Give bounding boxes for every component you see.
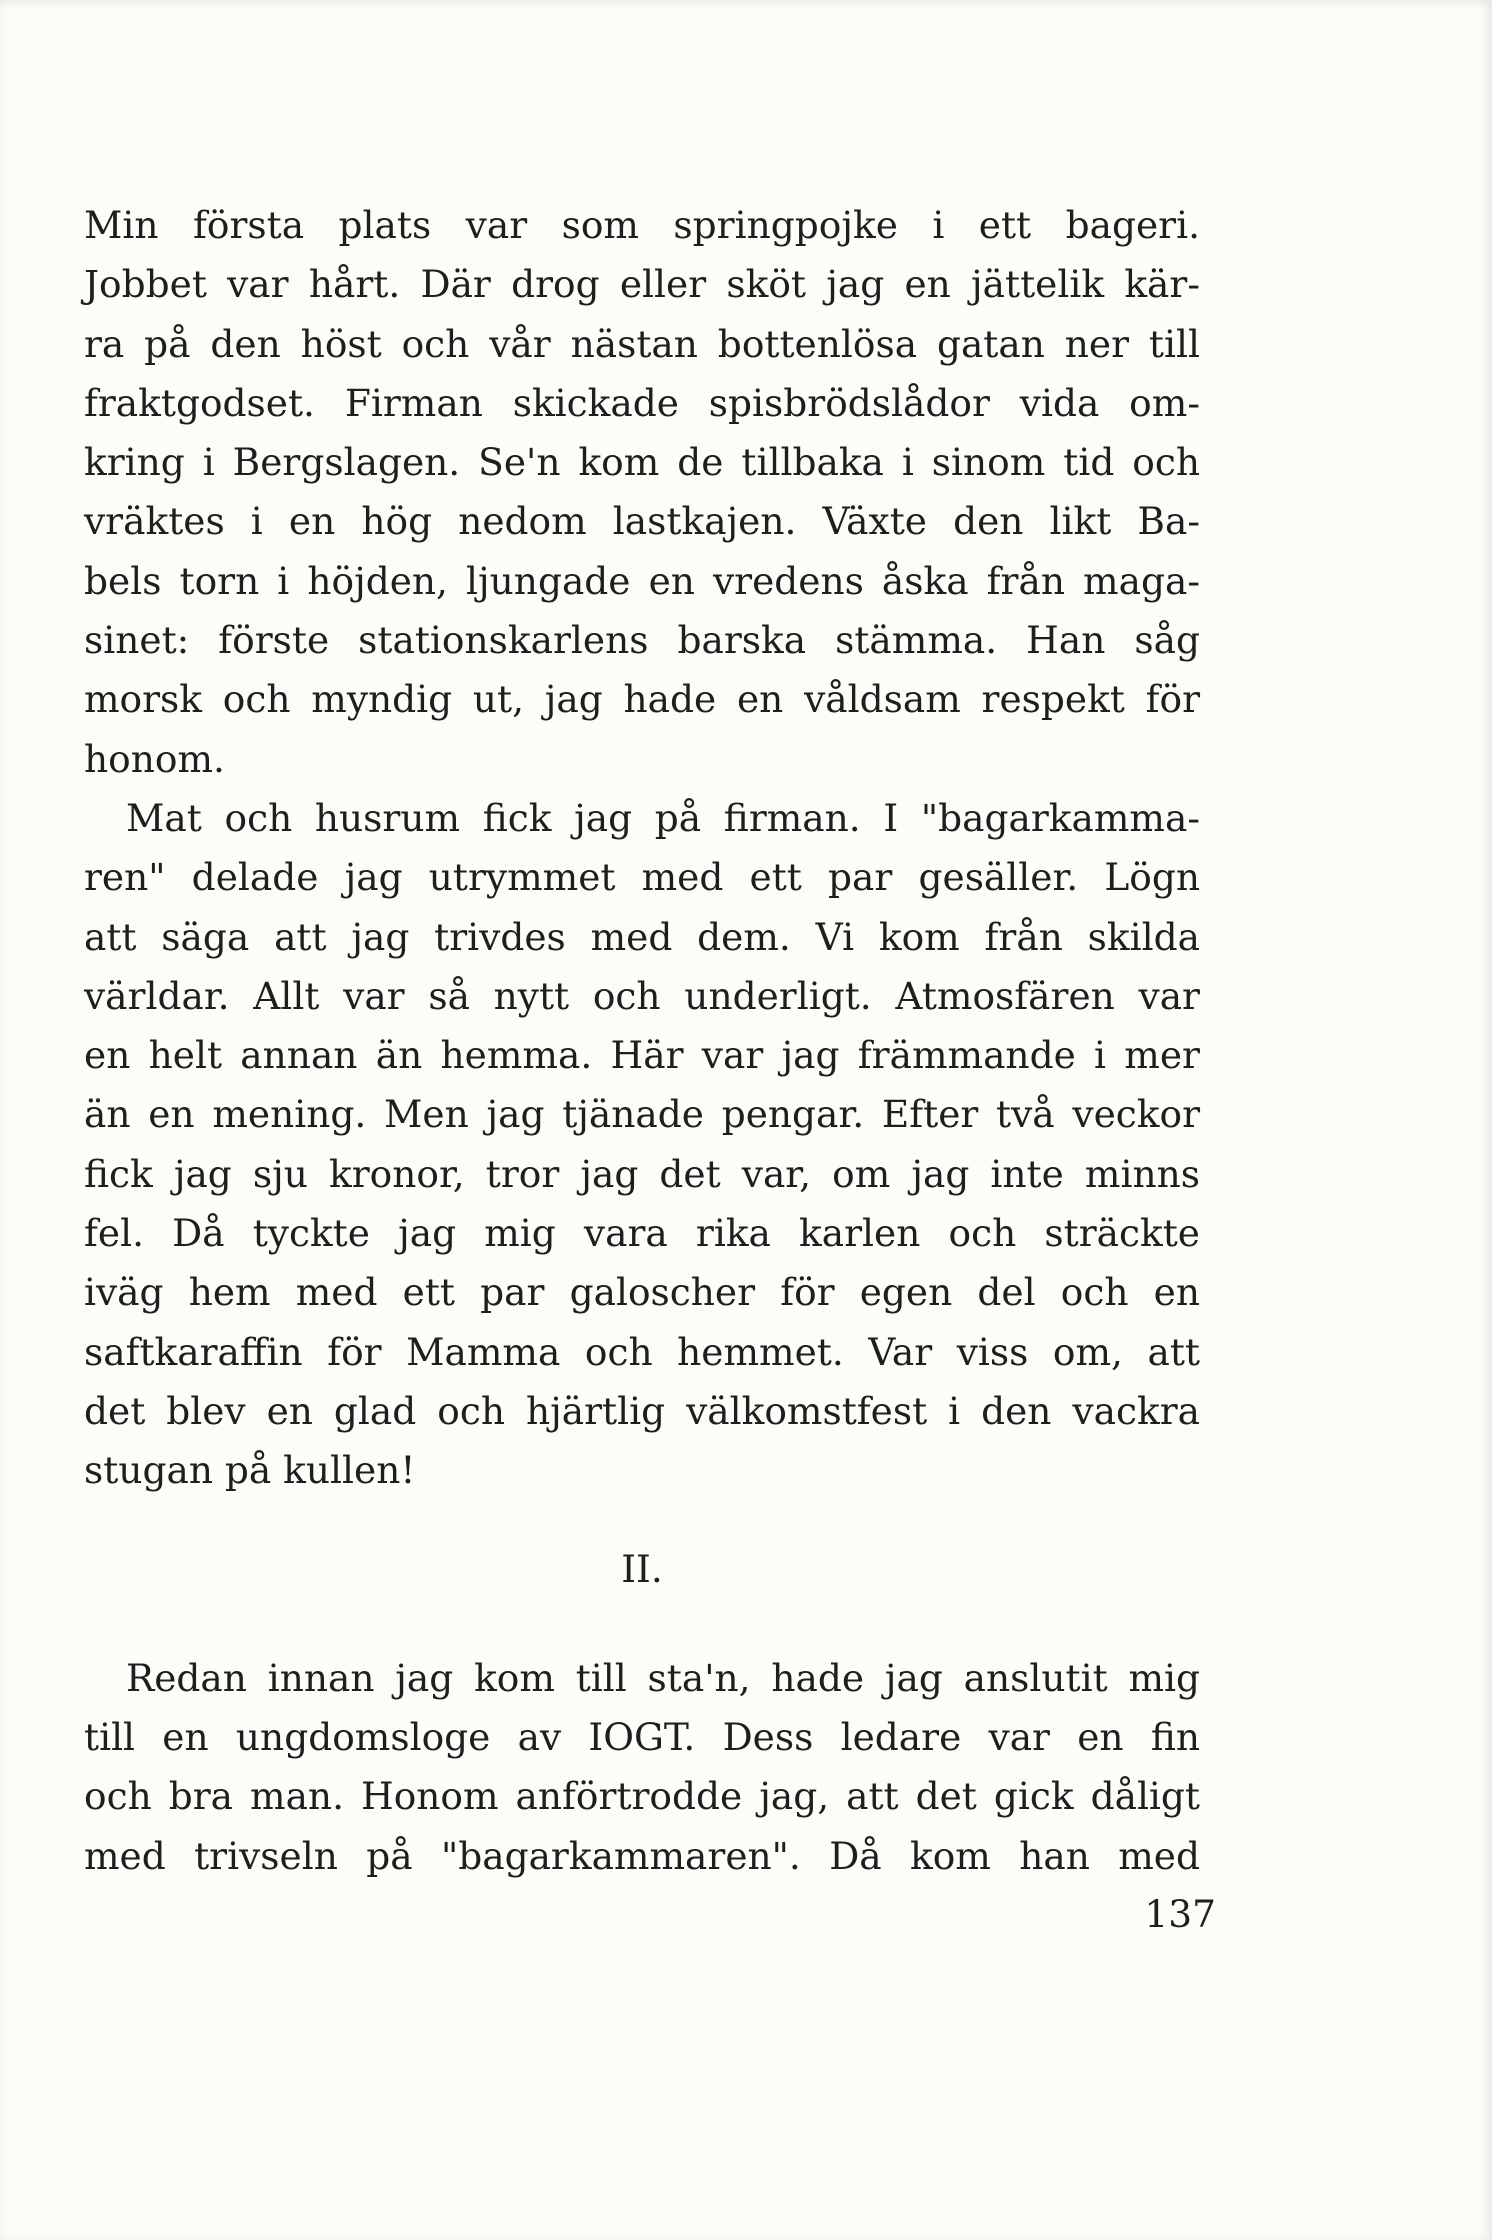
text-line: att säga att jag trivdes med dem. Vi kom från skilda xyxy=(84,914,1200,959)
text-line: ren" delade jag utrymmet med ett par gesäller. Lögn xyxy=(84,855,1200,900)
text-line: en helt annan än hemma. Här var jag främmande i mer xyxy=(84,1033,1200,1078)
text-line: fraktgodset. Firman skickade spisbrödslådor vida om- xyxy=(84,380,1200,425)
text-line: bels torn i höjden, ljungade en vredens åska från maga- xyxy=(84,558,1200,603)
text-line: fick jag sju kronor, tror jag det var, om jag inte minns xyxy=(84,1151,1200,1196)
section-heading: II. xyxy=(621,1546,663,1591)
text-line: ra på den höst och vår nästan bottenlösa gatan ner till xyxy=(84,321,1200,366)
text-line: med trivseln på "bagarkammaren". Då kom han med xyxy=(84,1833,1200,1878)
page-number: 137 xyxy=(1144,1892,1216,1936)
text-line: fel. Då tyckte jag mig vara rika karlen och sträckte xyxy=(84,1211,1200,1256)
text-line: till en ungdomsloge av IOGT. Dess ledare var en fin xyxy=(84,1715,1200,1760)
text-line: och bra man. Honom anförtrodde jag, att det gick dåligt xyxy=(84,1774,1200,1819)
text-line: iväg hem med ett par galoscher för egen del och en xyxy=(84,1270,1200,1315)
text-line: honom. xyxy=(84,736,225,781)
text-line: Mat och husrum fick jag på firman. I "bagarkamma- xyxy=(126,795,1200,840)
text-line: än en mening. Men jag tjänade pengar. Efter två veckor xyxy=(84,1092,1200,1137)
text-line: vräktes i en hög nedom lastkajen. Växte den likt Ba- xyxy=(84,499,1200,544)
paragraph-1 xyxy=(84,196,1200,789)
text-line: Jobbet var hårt. Där drog eller sköt jag en jättelik kär- xyxy=(84,262,1200,307)
text-line: saftkaraffin för Mamma och hemmet. Var viss om, att xyxy=(84,1329,1200,1374)
text-line: Min första plats var som springpojke i ett bageri. xyxy=(84,203,1200,247)
text-line: stugan på kullen! xyxy=(84,1448,416,1493)
text-line: morsk och myndig ut, jag hade en våldsam respekt för xyxy=(84,677,1200,722)
text-line: kring i Bergslagen. Se'n kom de tillbaka i sinom tid och xyxy=(84,440,1200,485)
page-body xyxy=(84,196,1200,1886)
text-line: Redan innan jag kom till sta'n, hade jag anslutit mig xyxy=(126,1655,1200,1700)
paragraph-2 xyxy=(84,789,1200,1501)
paragraph-3 xyxy=(84,1649,1200,1886)
text-line: sinet: förste stationskarlens barska stämma. Han såg xyxy=(84,618,1200,663)
text-line: världar. Allt var så nytt och underligt. Atmosfären var xyxy=(84,973,1200,1018)
text-line: det blev en glad och hjärtlig välkomstfest i den vackra xyxy=(84,1388,1200,1433)
